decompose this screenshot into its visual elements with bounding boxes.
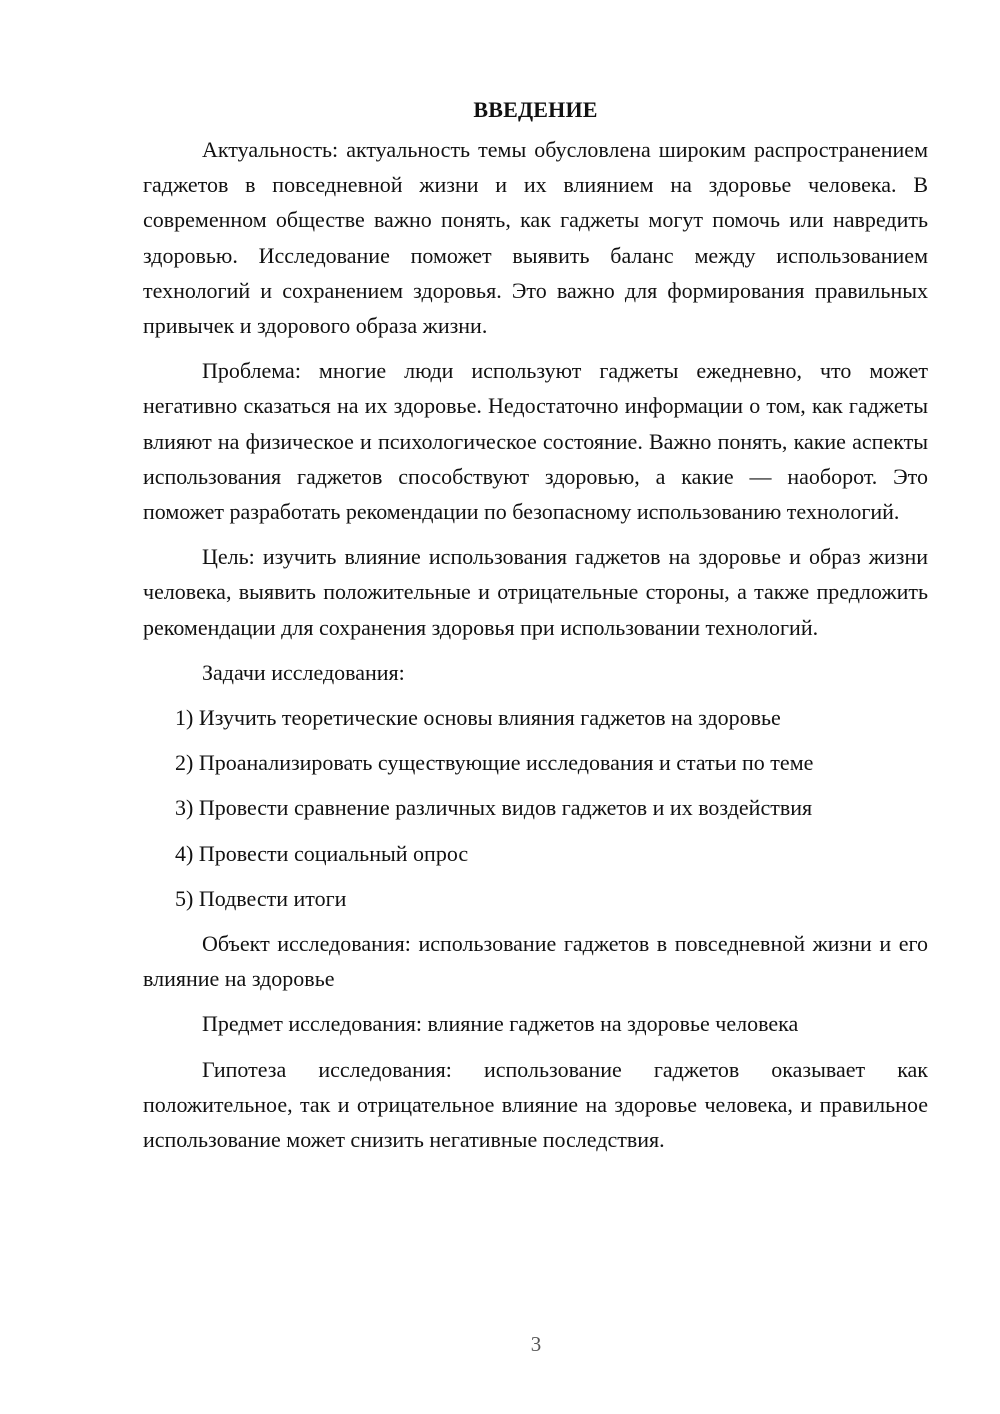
task-item: 2) Проанализировать существующие исследования и статьи по теме [175,750,814,776]
task-item: 4) Провести социальный опрос [175,840,469,866]
hypothesis-paragraph: Гипотеза исследования: использование гаджетов оказывает как положительное, так и отрицательное влияние на здоровье человека, и правильное использование может снизить негативные последствия. [143,1056,928,1153]
subject-paragraph: Предмет исследования: влияние гаджетов на здоровье человека [202,1011,799,1037]
tasks-heading: Задачи исследования: [202,659,405,685]
page-title: ВВЕДЕНИЕ [473,97,598,122]
task-item: 1) Изучить теоретические основы влияния гаджетов на здоровье [175,705,781,731]
goal-paragraph: Цель: изучить влияние использования гаджетов на здоровье и образ жизни человека, выявить положительные и отрицательные стороны, а также предложить рекомендации для сохранения здоровья при использовании технологий. [143,544,928,640]
task-item: 3) Провести сравнение различных видов гаджетов и их воздействия [175,795,813,821]
task-item: 5) Подвести итоги [175,885,347,911]
relevance-paragraph: Актуальность: актуальность темы обусловлена широким распространением гаджетов в повседневной жизни и их влиянием на здоровье человека. В современном обществе важно понять, как гаджеты могут помочь или навредить здоровью. Исследование поможет выявить баланс между использованием технологий и сохранением здоровья. Это важно для формирования правильных привычек и здорового образа жизни. [143,137,928,339]
object-paragraph: Объект исследования: использование гаджетов в повседневной жизни и его влияние на здоровье [143,931,928,992]
page-number: 3 [530,1332,542,1356]
problem-paragraph: Проблема: многие люди используют гаджеты ежедневно, что может негативно сказаться на их здоровье. Недостаточно информации о том, как гаджеты влияют на физическое и психологическое состояние. Важно понять, какие аспекты использования гаджетов способствуют здоровью, а какие — наоборот. Это поможет разработать рекомендации по безопасному использованию технологий. [143,358,928,525]
document-page [143,92,928,1167]
